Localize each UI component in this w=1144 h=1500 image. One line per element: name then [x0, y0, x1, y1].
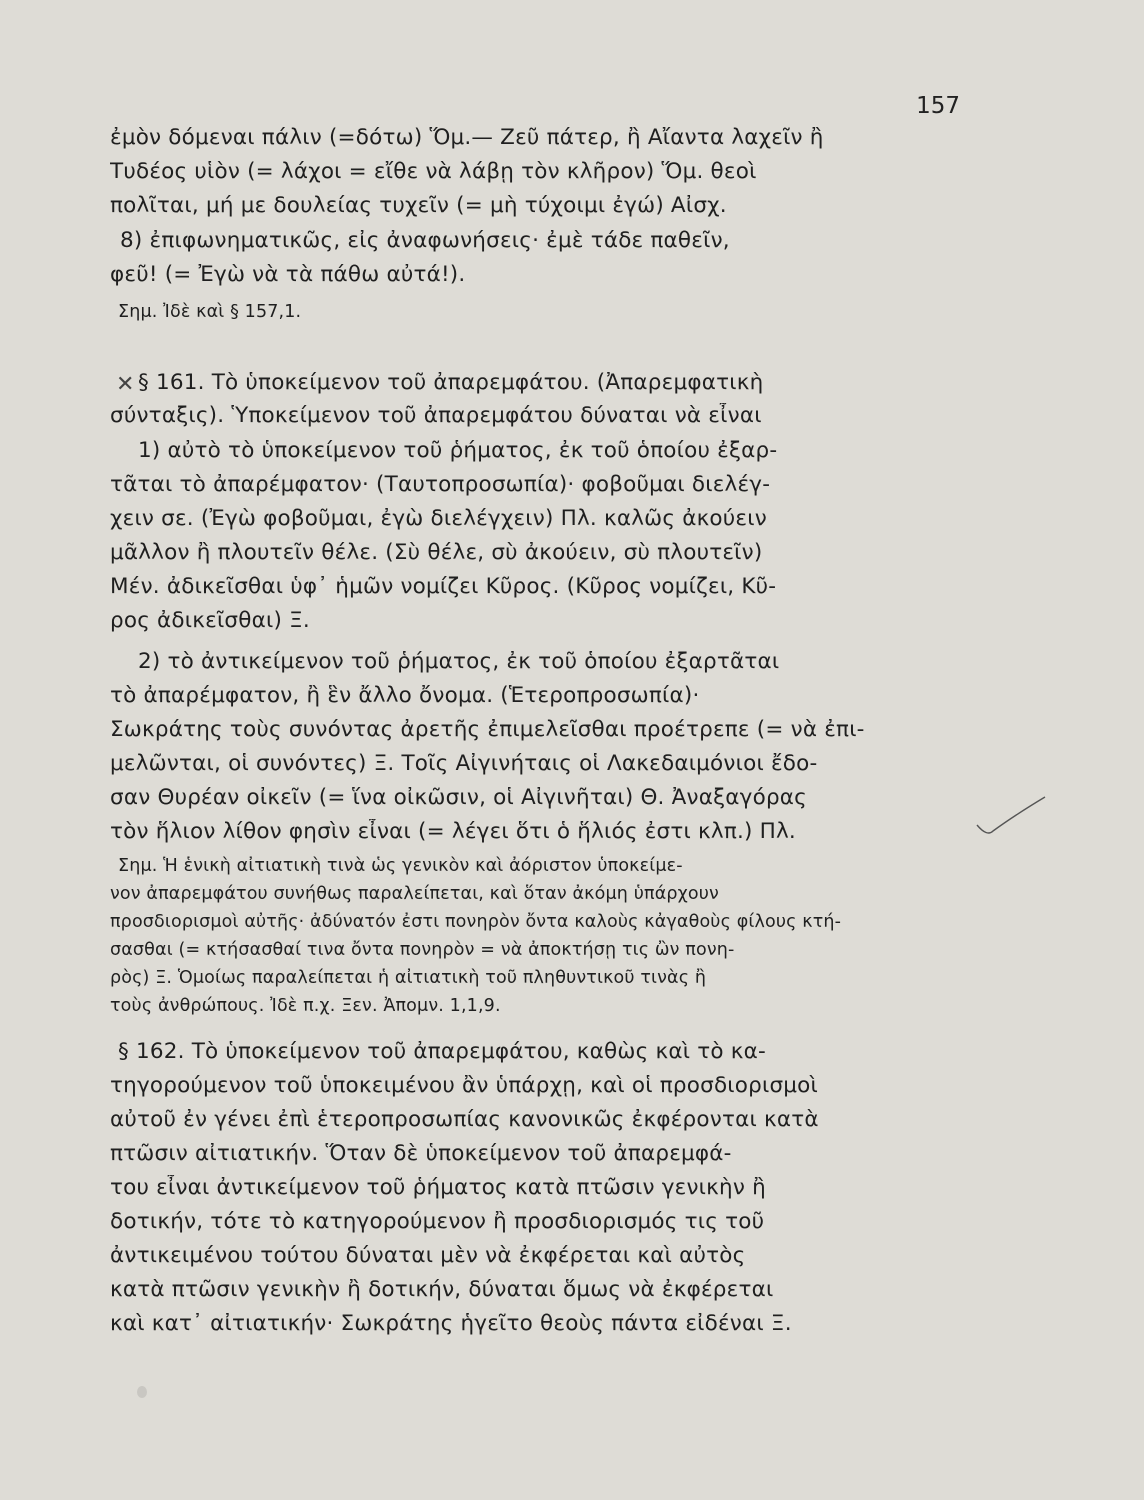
- page-number: 157: [916, 93, 960, 119]
- note-line: νον ἀπαρεμφάτου συνήθως παραλείπεται, καὶ ὅταν ἀκόμη ὑπάρχουν: [110, 884, 719, 904]
- text-line: αὐτοῦ ἐν γένει ἐπὶ ἑτεροπροσωπίας κανονικῶς ἐκφέρονται κατὰ: [110, 1107, 819, 1132]
- text-line: κατὰ πτῶσιν γενικὴν ἢ δοτικήν, δύναται ὅμως νὰ ἐκφέρεται: [110, 1277, 774, 1302]
- note-line: προσδιορισμοὶ αὐτῆς· ἀδύνατόν ἐστι πονηρὸν ὄντα καλοὺς κἀγαθοὺς φίλους κτή-: [110, 912, 842, 932]
- text-line: ρος ἀδικεῖσθαι) Ξ.: [110, 608, 310, 633]
- text-line: 1) αὐτὸ τὸ ὑποκείμενον τοῦ ῥήματος, ἐκ τοῦ ὁποίου ἐξαρ-: [138, 438, 778, 463]
- text-line: μελῶνται, οἱ συνόντες) Ξ. Τοῖς Αἰγινήταις οἱ Λακεδαιμόνιοι ἔδο-: [110, 751, 818, 776]
- text-line: φεῦ! (= Ἐγὼ νὰ τὰ πάθω αὐτά!).: [110, 262, 466, 287]
- note-line: Σημ. Ἡ ἑνικὴ αἰτιατικὴ τινὰ ὡς γενικὸν καὶ ἀόριστον ὑποκείμε-: [118, 856, 683, 876]
- text-line: πολῖται, μή με δουλείας τυχεῖν (= μὴ τύχοιμι ἐγώ) Αἰσχ.: [110, 193, 727, 218]
- text-line: σύνταξις). Ὑποκείμενον τοῦ ἀπαρεμφάτου δύναται νὰ εἶναι: [110, 403, 762, 428]
- handwritten-cross-mark-icon: ✕: [116, 372, 135, 397]
- note-line: ρὸς) Ξ. Ὁμοίως παραλείπεται ἡ αἰτιατικὴ τοῦ πληθυντικοῦ τινὰς ἢ: [110, 968, 707, 988]
- section-162-heading: § 162. Τὸ ὑποκείμενον τοῦ ἀπαρεμφάτου, καθὼς καὶ τὸ κα-: [118, 1039, 766, 1064]
- text-line: ἀντικειμένου τούτου δύναται μὲν νὰ ἐκφέρεται καὶ αὐτὸς: [110, 1243, 746, 1268]
- text-line: Σωκράτης τοὺς συνόντας ἀρετῆς ἐπιμελεῖσθαι προέτρεπε (= νὰ ἐπι-: [110, 717, 865, 742]
- text-line: 2) τὸ ἀντικείμενον τοῦ ῥήματος, ἐκ τοῦ ὁποίου ἐξαρτᾶται: [138, 649, 780, 674]
- text-line: Μέν. ἀδικεῖσθαι ὑφ᾽ ἡμῶν νομίζει Κῦρος. (Κῦρος νομίζει, Κῦ-: [110, 574, 777, 599]
- paper-blemish: [137, 1386, 147, 1398]
- text-line: σαν Θυρέαν οἰκεῖν (= ἵνα οἰκῶσιν, οἱ Αἰγινῆται) Θ. Ἀναξαγόρας: [110, 785, 807, 810]
- text-line: καὶ κατ᾽ αἰτιατικήν· Σωκράτης ἡγεῖτο θεοὺς πάντα εἰδέναι Ξ.: [110, 1311, 792, 1336]
- note-label: Σημ. Ἰδὲ καὶ § 157,1.: [118, 302, 302, 322]
- section-161-heading: § 161. Τὸ ὑποκείμενον τοῦ ἀπαρεμφάτου. (Ἀπαρεμφατικὴ: [138, 370, 764, 395]
- text-line: πτῶσιν αἰτιατικήν. Ὅταν δὲ ὑποκείμενον τοῦ ἀπαρεμφά-: [110, 1141, 732, 1166]
- text-line: τᾶται τὸ ἀπαρέμφατον· (Ταυτοπροσωπία)· φοβοῦμαι διελέγ-: [110, 472, 771, 497]
- note-line: σασθαι (= κτήσασθαί τινα ὄντα πονηρὸν = νὰ ἀποκτήσῃ τις ὢν πονη-: [110, 940, 735, 960]
- text-line: μᾶλλον ἢ πλουτεῖν θέλε. (Σὺ θέλε, σὺ ἀκούειν, σὺ πλουτεῖν): [110, 540, 763, 565]
- text-line: του εἶναι ἀντικείμενον τοῦ ῥήματος κατὰ πτῶσιν γενικὴν ἢ: [110, 1175, 766, 1200]
- text-line: Τυδέος υἱὸν (= λάχοι = εἴθε νὰ λάβῃ τὸν κλῆρον) Ὅμ. θεοὶ: [110, 159, 757, 184]
- text-line: τὸν ἥλιον λίθον φησὶν εἶναι (= λέγει ὅτι ὁ ἥλιός ἐστι κλπ.) Πλ.: [110, 819, 796, 844]
- text-line: τὸ ἀπαρέμφατον, ἢ ἓν ἄλλο ὄνομα. (Ἑτεροπροσωπία)·: [110, 683, 700, 708]
- text-line: τηγορούμενον τοῦ ὑποκειμένου ἂν ὑπάρχῃ, καὶ οἱ προσδιορισμοὶ: [110, 1073, 818, 1098]
- note-line: τοὺς ἀνθρώπους. Ἰδὲ π.χ. Ξεν. Ἀπομν. 1,1,9.: [110, 996, 501, 1016]
- text-line: δοτικήν, τότε τὸ κατηγορούμενον ἢ προσδιορισμός τις τοῦ: [110, 1209, 765, 1234]
- text-line: ἐμὸν δόμεναι πάλιν (=δότω) Ὅμ.— Ζεῦ πάτερ, ἢ Αἴαντα λαχεῖν ἢ: [110, 125, 824, 150]
- text-line: χειν σε. (Ἐγὼ φοβοῦμαι, ἐγὼ διελέγχειν) Πλ. καλῶς ἀκούειν: [110, 506, 767, 531]
- text-line: 8) ἐπιφωνηματικῶς, εἰς ἀναφωνήσεις· ἐμὲ τάδε παθεῖν,: [120, 228, 730, 253]
- handwritten-pencil-stroke-icon: [975, 785, 1065, 845]
